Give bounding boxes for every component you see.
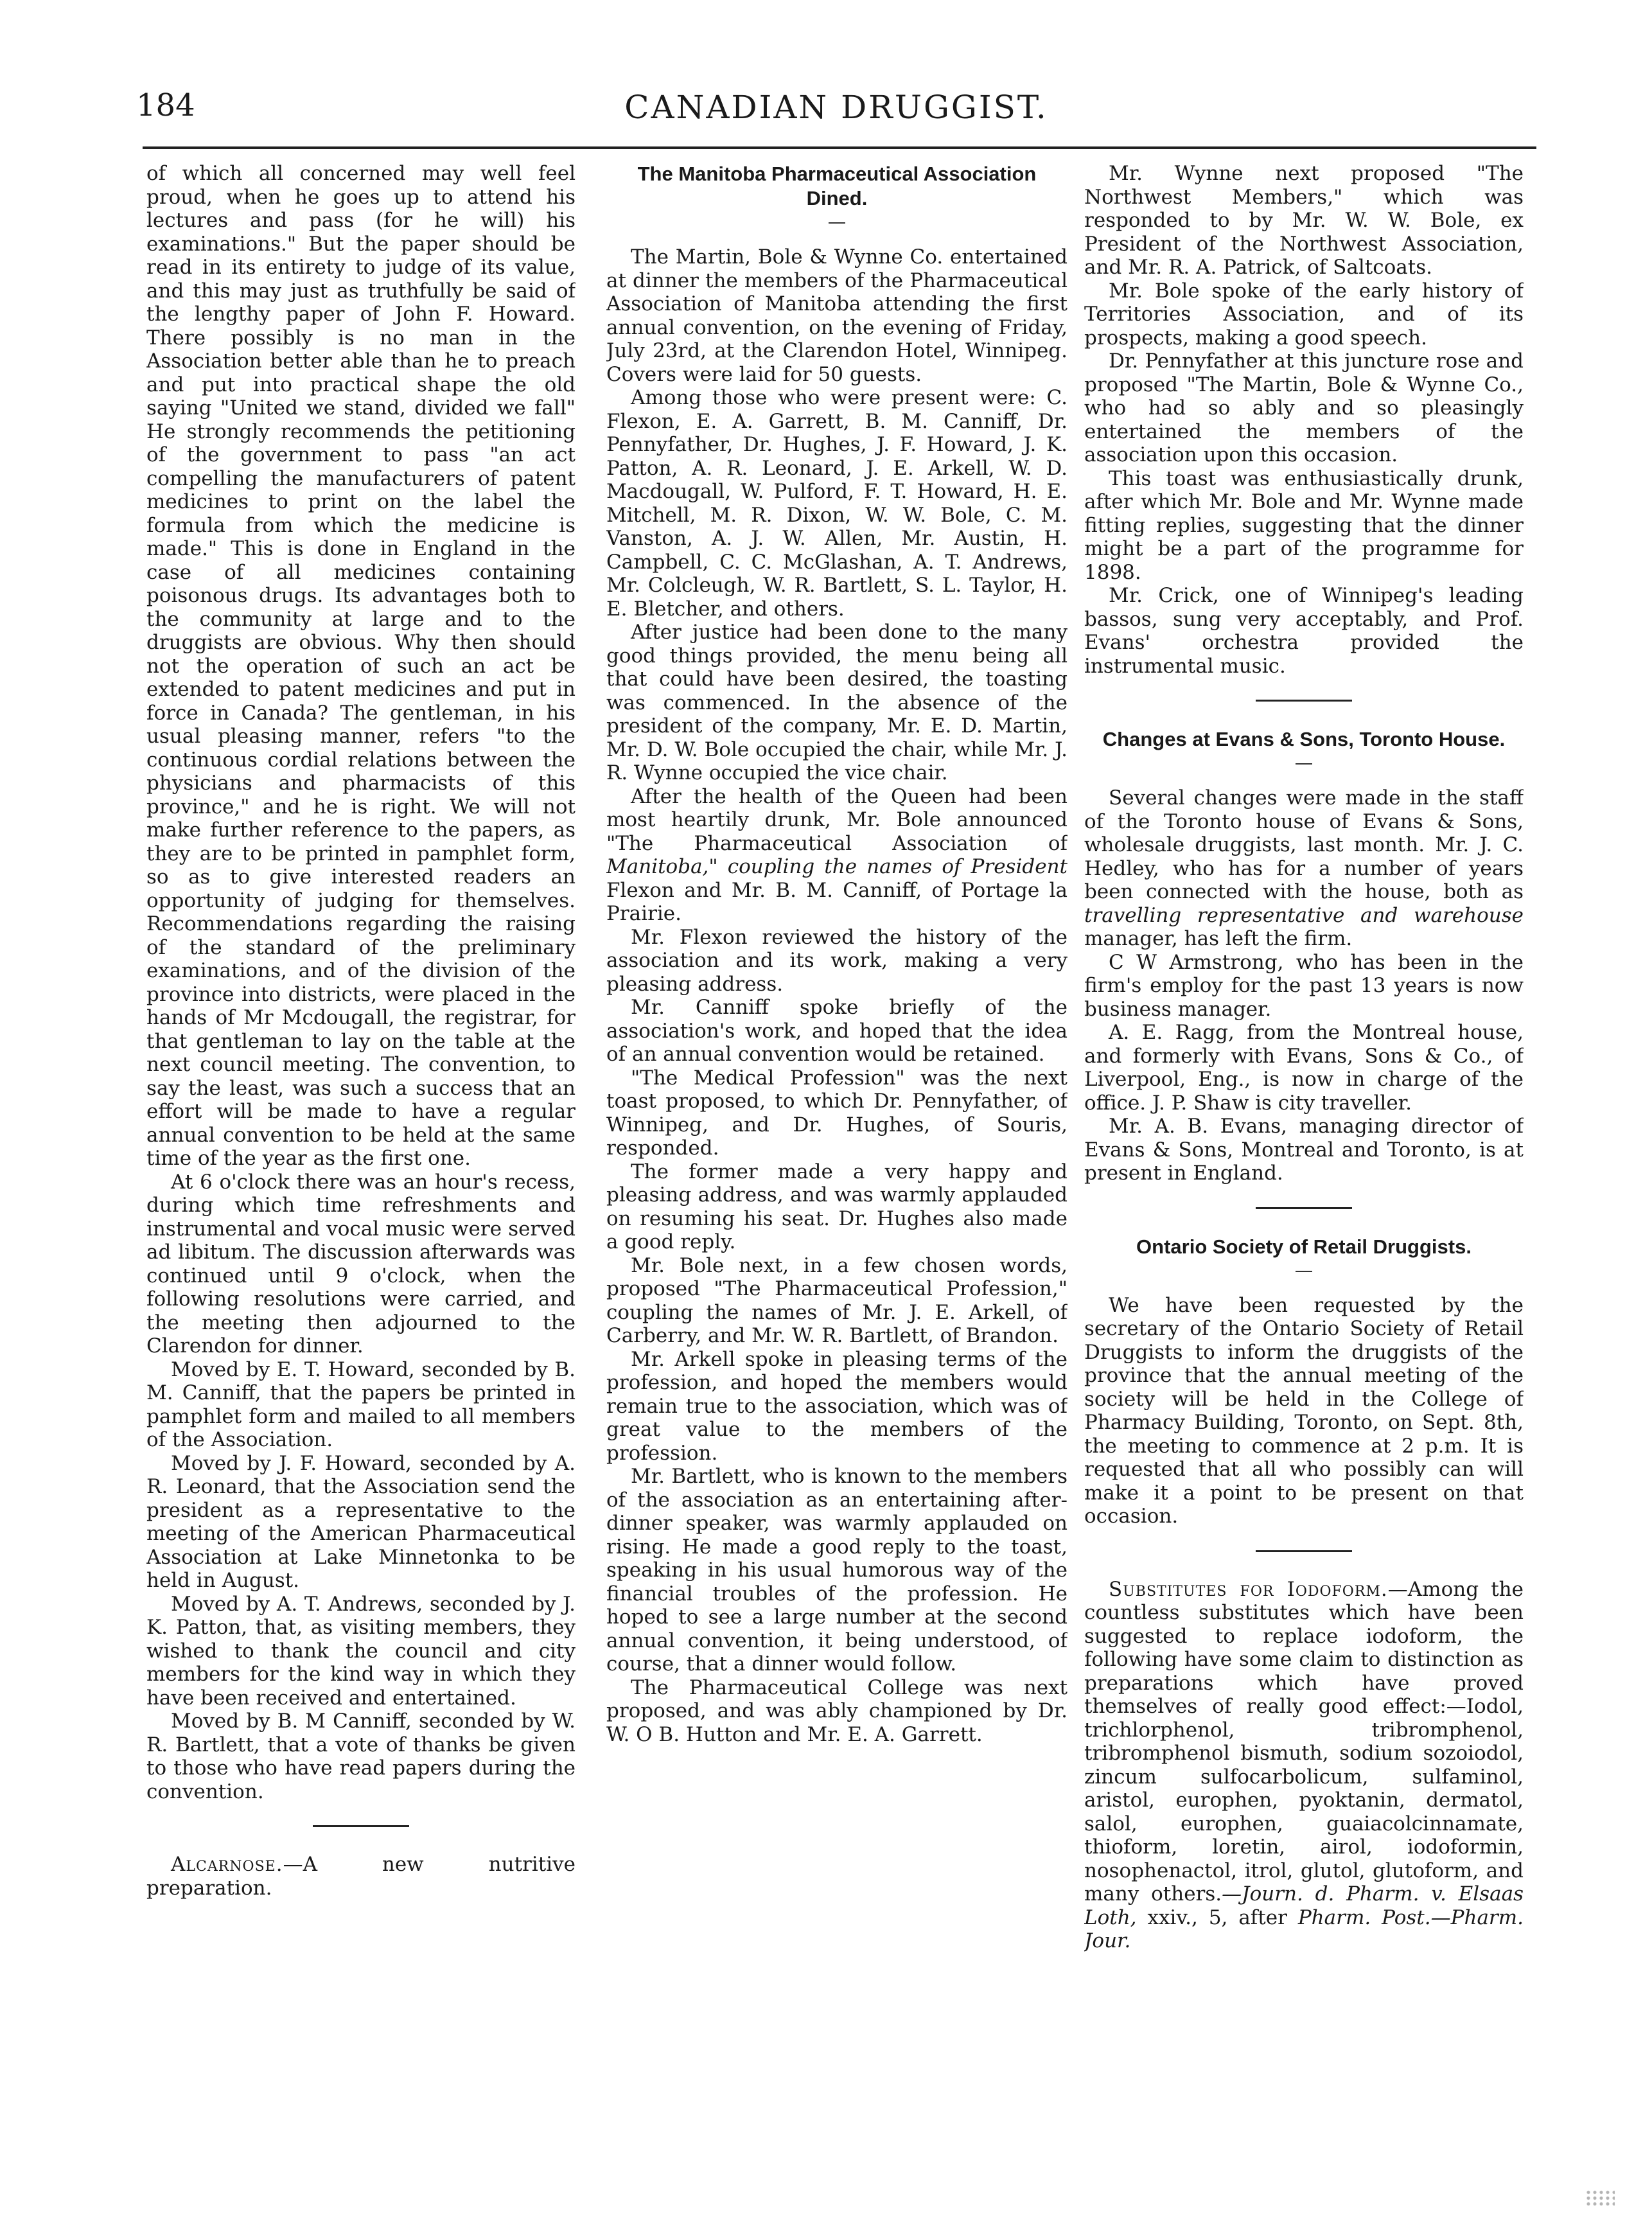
paragraph: Dr. Pennyfather at this juncture rose and proposed "The Martin, Bole & Wynne Co., who had so ably and so pleasingly entertained the members of the association upon this occasion. <box>1084 349 1524 466</box>
page-header <box>136 82 1536 140</box>
page-speck <box>1585 2189 1615 2206</box>
column-right <box>1084 162 1524 2166</box>
column-left <box>146 162 576 2166</box>
text-run: manager, has left the firm. <box>1084 927 1353 950</box>
heading-dash <box>1296 1271 1312 1272</box>
paragraph: Mr. Canniff spoke briefly of the association's work, and hoped that the idea of an annual convention would be retained. <box>606 996 1068 1066</box>
column-middle <box>606 162 1068 2166</box>
paragraph: The Martin, Bole & Wynne Co. entertained at dinner the members of the Pharmaceutical Association of Manitoba attending the first annual convention, on the evening of Friday, July 23rd, at the Clarendon Hotel, Winnipeg. Covers were laid for 50 guests. <box>606 245 1068 386</box>
paragraph: Mr. A. B. Evans, managing director of Evans & Sons, Montreal and Toronto, is at present in England. <box>1084 1115 1524 1185</box>
paragraph: Moved by B. M Canniff, seconded by W. R. Bartlett, that a vote of thanks be given to those who have read papers during the convention. <box>146 1710 576 1803</box>
article-heading-manitoba: The Manitoba Pharmaceutical Association Dined. <box>637 163 1037 209</box>
text-run: Several changes were made in the staff of the Toronto house of Evans & Sons, wholesale druggists, last month. Mr. J. C. Hedley, who has for a number of years been connected with the house, both as <box>1084 786 1524 903</box>
alcarnose-text: —A new nutritive preparation. <box>146 1853 576 1900</box>
text-run: xxiv., 5, after <box>1136 1905 1298 1929</box>
text-run: After the health of the Queen had been most heartily drunk, Mr. Bole announced "The Pharmaceutical Association of <box>606 784 1068 855</box>
italic-run: —Journ. d. Pharm. v. Elsaas Loth, <box>1084 1882 1524 1929</box>
paragraph: Moved by A. T. Andrews, seconded by J. K. Patton, that, as visiting members, they wished to thank the council and city members for the kind way in which they have been received and entertained. <box>146 1592 576 1710</box>
section-rule <box>1256 1207 1352 1209</box>
paragraph: Mr. Bole spoke of the early history of Territories Association, and of its prospects, making a good speech. <box>1084 279 1524 349</box>
paragraph: Moved by E. T. Howard, seconded by B. M. Canniff, that the papers be printed in pamphlet form and mailed to all members of the Association. <box>146 1357 576 1451</box>
section-rule <box>1256 700 1352 702</box>
italic-run: Pharm. Post.—Pharm. Jour. <box>1084 1905 1524 1952</box>
paragraph: Mr. Flexon reviewed the history of the association and its work, making a very pleasing address. <box>606 925 1068 996</box>
header-rule <box>143 146 1536 149</box>
paragraph: The Pharmaceutical College was next proposed, and was ably championed by Dr. W. O B. Hutton and Mr. E. A. Garrett. <box>606 1676 1068 1746</box>
running-title: CANADIAN DRUGGIST. <box>624 89 1048 126</box>
paragraph: Mr. Crick, one of Winnipeg's leading bassos, sung very acceptably, and Prof. Evans' orchestra provided the instrumental music. <box>1084 584 1524 678</box>
alcarnose-lead: Alcarnose. <box>171 1853 283 1876</box>
heading-dash <box>829 222 845 224</box>
section-rule <box>313 1825 409 1827</box>
paragraph: This toast was enthusiastically drunk, after which Mr. Bole and Mr. Wynne made fitting replies, suggesting that the dinner might be a part of the programme for 1898. <box>1084 466 1524 584</box>
paragraph <box>606 785 1068 926</box>
paragraph: C W Armstrong, who has been in the firm's employ for the past 13 years is now business manager. <box>1084 950 1524 1021</box>
paragraph: Among those who were present were: C. Flexon, E. A. Garrett, B. M. Canniff, Dr. Pennyfather, Dr. Hughes, J. F. Howard, J. K. Patton, A. R. Leonard, J. E. Arkell, W. D. Macdougall, W. Pulford, F. T. Howard, H. E. Mitchell, M. R. Dixon, W. W. Bole, C. M. Vanston, A. J. W. Allen, Mr. Austin, H. Campbell, C. C. McGlashan, A. T. Andrews, Mr. Colcleugh, W. R. Bartlett, S. L. Taylor, H. E. Bletcher, and others. <box>606 386 1068 621</box>
iodoform-note <box>1084 1578 1524 1953</box>
paragraph: Mr. Arkell spoke in pleasing terms of the profession, and hoped the members would remain true to the association, which was of great value to the members of the profession. <box>606 1347 1068 1465</box>
paragraph: of which all concerned may well feel proud, when he goes up to attend his lectures and pass (for he will) his examinations." But the paper should be read in its entirety to judge of its value, and this may just as truthfully be said of the lengthy paper of John F. Howard. There possibly is no man in the Association better able than he to preach and put into practical shape the old saying "United we stand, divided we fall" He strongly recommends the petitioning of the government to pass "an act compelling the manufacturers of patent medicines to print on the label the formula from which the medicine is made." This is done in England in the case of all medicines containing poisonous drugs. Its advantages both to the community at large and to the druggists are obvious. Why then should not the operation of such an act be extended to patent medicines and put in force in Canada? The gentleman, in his usual pleasing manner, refers "to the continuous cordial relations between the physicians and pharmacists of this province," and he is right. We will not make further reference to the papers, as they are to be printed in pamphlet form, so as to give interested readers an opportunity of judging for themselves. Recommendations regarding the raising of the standard of the preliminary examinations, and of the division of the province into districts, were placed in the hands of Mr Mcdougall, the registrar, for that gentleman to lay on the table at the next council meeting. The convention, to say the least, was such a success that an effort will be made to have a regular annual convention to be held at the same time of the year as the first one. <box>146 162 576 1170</box>
italic-run: Manitoba," coupling the names of President <box>606 855 1068 878</box>
iodoform-lead: Substitutes for Iodoform. <box>1109 1577 1388 1601</box>
paragraph: Mr. Wynne next proposed "The Northwest Members," which was responded to by Mr. W. W. Bole, ex President of the Northwest Association, and Mr. R. A. Patrick, of Saltcoats. <box>1084 162 1524 279</box>
alcarnose-note <box>146 1853 576 1900</box>
text-run: —Among the countless substitutes which have been suggested to replace iodoform, the following have some claim to distinction as preparations which have proved themselves of really good effect:—Iodol, trichlorphenol, tribromphenol, tribromphenol bismuth, sodium sozoiodol, zincum sulfocarbolicum, sulfaminol, aristol, europhen, pyoktanin, dermatol, salol, europhen, guaiacolcinnamate, thioform, loretin, airol, iodoformin, nosophenactol, itrol, glutol, glutoform, and many others. <box>1084 1577 1524 1905</box>
page-number: 184 <box>136 87 195 123</box>
paragraph <box>1084 786 1524 951</box>
paragraph: Mr. Bole next, in a few chosen words, proposed "The Pharmaceutical Profession," coupling the names of Mr. J. E. Arkell, of Carberry, and Mr. W. R. Bartlett, of Brandon. <box>606 1253 1068 1347</box>
paragraph: At 6 o'clock there was an hour's recess, during which time refreshments and instrumental and vocal music were served ad libitum. The discussion afterwards was continued until 9 o'clock, when the following resolutions were carried, and the meeting then adjourned to the Clarendon for dinner. <box>146 1170 576 1357</box>
text-run: Flexon and Mr. B. M. Canniff, of Portage la Prairie. <box>606 878 1068 925</box>
paragraph: Moved by J. F. Howard, seconded by A. R. Leonard, that the Association send the president as a representative to the meeting of the American Pharmaceutical Association at Lake Minnetonka to be held in August. <box>146 1451 576 1592</box>
paragraph: "The Medical Profession" was the next toast proposed, to which Dr. Pennyfather, of Winnipeg, and Dr. Hughes, of Souris, responded. <box>606 1066 1068 1160</box>
paragraph: We have been requested by the secretary of the Ontario Society of Retail Druggists to inform the druggists of the province that the annual meeting of the society will be held in the College of Pharmacy Building, Toronto, on Sept. 8th, the meeting to commence at 2 p.m. It is requested that all who possibly can will make it a point to be present on that occasion. <box>1084 1293 1524 1528</box>
paragraph: The former made a very happy and pleasing address, and was warmly applauded on resuming his seat. Dr. Hughes also made a good reply. <box>606 1160 1068 1253</box>
article-heading-evans: Changes at Evans & Sons, Toronto House. <box>1102 728 1506 750</box>
heading-dash <box>1296 763 1312 765</box>
section-rule <box>1256 1550 1352 1552</box>
paragraph: Mr. Bartlett, who is known to the members of the association as an entertaining after-dinner speaker, was warmly applauded on rising. He made a good reply to the toast, speaking in his usual humorous way of the financial troubles of the profession. He hoped to see a large number at the second annual convention, it being understood, of course, that a dinner would follow. <box>606 1465 1068 1676</box>
paragraph: A. E. Ragg, from the Montreal house, and formerly with Evans, Sons & Co., of Liverpool, Eng., is now in charge of the office. J. P. Shaw is city traveller. <box>1084 1021 1524 1115</box>
paragraph: After justice had been done to the many good things provided, the menu being all that could have been desired, the toasting was commenced. In the absence of the president of the company, Mr. E. D. Martin, Mr. D. W. Bole occupied the chair, while Mr. J. R. Wynne occupied the vice chair. <box>606 621 1068 784</box>
italic-run: travelling representative and warehouse <box>1084 903 1524 927</box>
article-heading-ontario: Ontario Society of Retail Druggists. <box>1136 1235 1472 1258</box>
